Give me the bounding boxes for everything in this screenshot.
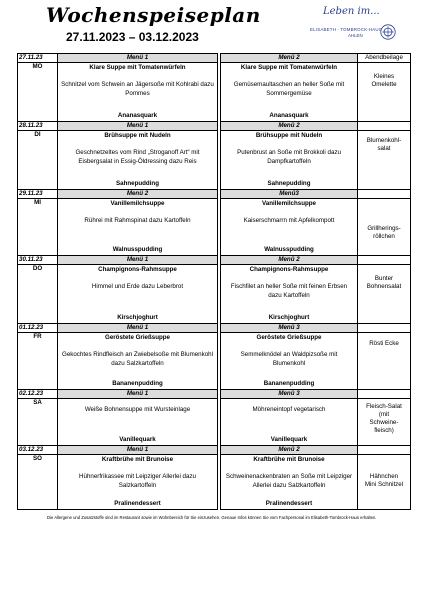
soup: Champignons-Rahmsuppe [98, 265, 177, 273]
day-menu-row [18, 131, 411, 190]
day-name: DI [18, 131, 58, 190]
menu-1-cell [58, 399, 218, 446]
menu-1-cell [58, 333, 218, 390]
main-dish: Rührei mit Rahmspinat dazu Kartoffeln [84, 216, 191, 224]
dessert: Bananenpudding [263, 380, 315, 387]
logo-script: Leben im... [323, 6, 380, 17]
main-dish: Gekochtes Rindfleisch an Zwiebelsoße mit Blumenkohl dazu Salzkartoffeln [62, 350, 213, 367]
day-header-row [18, 256, 411, 265]
logo-name: ELISABETH · TOMBROCK-HAUS [310, 27, 382, 32]
header-blank [358, 324, 411, 333]
day-header-row [18, 446, 411, 455]
dessert: Walnusspudding [264, 246, 314, 253]
dessert: Vanillequark [270, 436, 308, 443]
menu-1-label: Menü 2 [58, 190, 218, 199]
menu-1-label: Menü 1 [58, 54, 218, 63]
soup: Klare Suppe mit Tomatenwürfeln [89, 63, 186, 71]
day-header-row [18, 324, 411, 333]
evening-side-text: Hähnchen Mini Schnitzel [364, 473, 404, 488]
main-dish: Kaiserschmarrn mit Apfelkompott [243, 216, 335, 224]
main-dish: Semmelknödel an Waldpizsoße mit Blumenkohl [240, 350, 338, 367]
date-range: 27.11.2023 – 03.12.2023 [66, 30, 199, 44]
menu-2-label: Menü 2 [221, 446, 358, 455]
main-dish: Gemüsemaultaschen an heller Soße mit Sommergemüse [233, 80, 345, 97]
main-dish: Himmel und Erde dazu Leberbrot [91, 282, 184, 290]
day-date: 27.11.23 [18, 54, 58, 63]
day-menu-row [18, 399, 411, 446]
dessert: Sahnepudding [267, 180, 311, 187]
menu-2-cell [221, 333, 358, 390]
evening-side [358, 199, 411, 256]
day-menu-row [18, 63, 411, 122]
soup: Brühsuppe mit Nudeln [255, 131, 323, 139]
header-blank [358, 190, 411, 199]
menu-2-label: Menü 3 [221, 390, 358, 399]
menu-1-label: Menü 1 [58, 324, 218, 333]
menu-2-cell [221, 399, 358, 446]
dessert: Pralinendessert [265, 500, 313, 507]
evening-side-text: Rösti Ecke [369, 340, 399, 347]
menu-1-label: Menü 1 [58, 256, 218, 265]
abendbeilage-label: Abendbeilage [358, 54, 411, 63]
dessert: Kirschjoghurt [268, 314, 310, 321]
menu-1-label: Menü 1 [58, 446, 218, 455]
evening-side [358, 265, 411, 324]
day-menu-row [18, 455, 411, 510]
day-name: MI [18, 199, 58, 256]
soup: Klare Suppe mit Tomatenwürfeln [240, 63, 338, 71]
dessert: Sahnepudding [116, 180, 159, 187]
dessert: Vanillequark [119, 436, 156, 443]
day-name: SA [18, 399, 58, 446]
menu-2-label: Menü 2 [221, 54, 358, 63]
menu-table [17, 53, 411, 510]
menu-1-cell [58, 131, 218, 190]
menu-1-cell [58, 455, 218, 510]
day-name: FR [18, 333, 58, 390]
menu-2-cell [221, 455, 358, 510]
dessert: Pralinendessert [114, 500, 161, 507]
footer-note: Die Allergene und Zusatzstoffe sind im Restaurant sowie im Wohnbereich für Sie einzusehen. Genaue Infos können Sie vom Fachpersonal im Elisabeth-Tombrock-Haus erhalten. [47, 515, 377, 520]
evening-side [358, 455, 411, 510]
soup: Geröstete Grießsuppe [256, 333, 322, 341]
dessert: Ananasquark [117, 112, 158, 119]
menu-1-label: Menü 1 [58, 122, 218, 131]
dessert: Kirschjoghurt [117, 314, 158, 321]
header-blank [358, 390, 411, 399]
evening-side-text: Grillherings-röllchen [367, 225, 401, 240]
day-name: DO [18, 265, 58, 324]
main-dish: Hühnerfrikassee mit Leipziger Allerlei dazu Salzkartoffeln [79, 472, 196, 489]
header-blank [358, 122, 411, 131]
menu-1-cell [58, 199, 218, 256]
day-date: 03.12.23 [18, 446, 58, 455]
day-header-row [18, 122, 411, 131]
day-menu-row [18, 199, 411, 256]
header-blank [358, 446, 411, 455]
dessert: Bananenpudding [112, 380, 163, 387]
dessert: Ananasquark [269, 112, 309, 119]
day-menu-row [18, 333, 411, 390]
main-dish: Weiße Bohnensuppe mit Wursteinlage [84, 406, 191, 413]
soup: Kraftbrühe mit Brunoise [253, 455, 325, 463]
main-dish: Fischfilet an heller Soße mit feinen Erbsen dazu Kartoffeln [230, 282, 348, 299]
evening-side [358, 131, 411, 190]
seal-icon [380, 24, 396, 40]
main-dish: Geschnetzeltes vom Rind „Stroganoff Art“ mit Eisbergsalat in Essig-Öldressing dazu Reis [75, 148, 200, 165]
day-header-row [18, 54, 411, 63]
logo-sub: AHLEN [348, 33, 363, 38]
menu-2-label: Menü3 [221, 190, 358, 199]
soup: Kraftbrühe mit Brunoise [101, 455, 174, 463]
evening-side [358, 333, 411, 390]
soup: Vanillemilchsuppe [262, 199, 316, 207]
menu-2-cell [221, 199, 358, 256]
menu-2-label: Menü 2 [221, 256, 358, 265]
menu-2-cell [221, 265, 358, 324]
day-name: MO [18, 63, 58, 122]
day-name: SO [18, 455, 58, 510]
main-dish: Putenbrust an Soße mit Brokkoli dazu Dampfkartoffeln [237, 148, 341, 165]
day-header-row [18, 190, 411, 199]
page-title: Wochenspeiseplan [46, 3, 261, 27]
menu-2-label: Menü 3 [221, 324, 358, 333]
dessert: Walnusspudding [112, 246, 163, 253]
day-header-row [18, 390, 411, 399]
menu-1-cell [58, 265, 218, 324]
menu-1-cell [58, 63, 218, 122]
logo [312, 4, 404, 44]
evening-side-text: Fleisch-Salat (mit Schweine-fleisch) [366, 403, 402, 434]
soup: Brühsuppe mit Nudeln [104, 131, 171, 139]
menu-1-label: Menü 1 [58, 390, 218, 399]
evening-side [358, 399, 411, 446]
evening-side-text: Kleines Omelette [371, 73, 397, 88]
evening-side-text: Bunter Bohnensalat [366, 275, 402, 290]
day-date: 29.11.23 [18, 190, 58, 199]
day-date: 02.12.23 [18, 390, 58, 399]
menu-2-label: Menü 2 [221, 122, 358, 131]
evening-side [358, 63, 411, 122]
day-date: 01.12.23 [18, 324, 58, 333]
soup: Vanillemilchsuppe [110, 199, 165, 207]
main-dish: Schnitzel vom Schwein an Jägersoße mit Kohlrabi dazu Pommes [61, 80, 214, 97]
main-dish: Möhreneintopf vegetarisch [252, 406, 326, 413]
menu-2-cell [221, 63, 358, 122]
day-menu-row [18, 265, 411, 324]
soup: Champignons-Rahmsuppe [249, 265, 329, 273]
day-date: 28.11.23 [18, 122, 58, 131]
soup: Geröstete Grießsuppe [105, 333, 170, 341]
evening-side-text: Blumenkohl-salat [366, 137, 402, 152]
day-date: 30.11.23 [18, 256, 58, 265]
menu-2-cell [221, 131, 358, 190]
main-dish: Schweinenackenbraten an Soße mit Leipziger Allerlei dazu Salzkartoffeln [225, 472, 353, 489]
header-blank [358, 256, 411, 265]
